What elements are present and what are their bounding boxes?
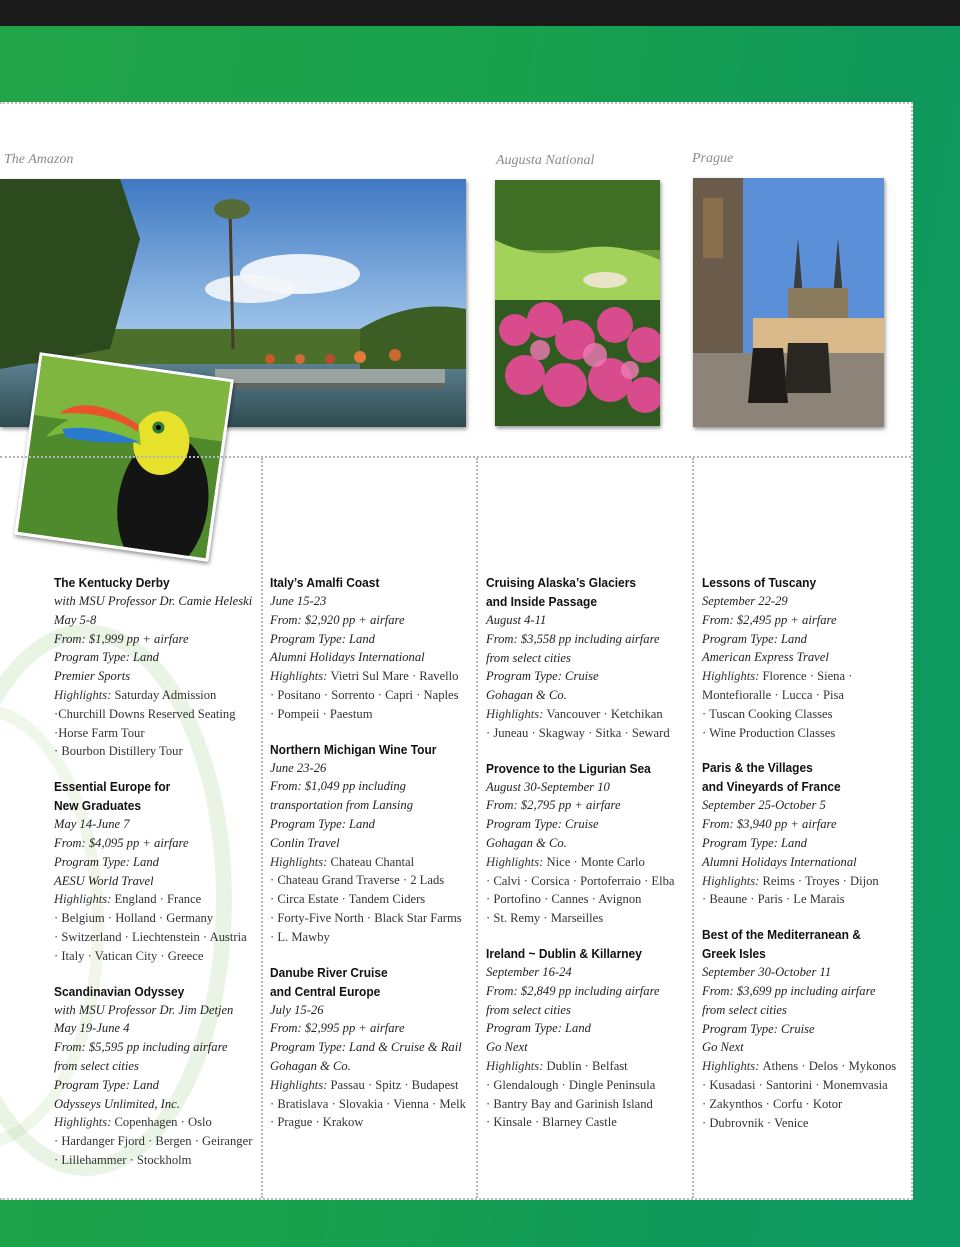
- trip-title: Cruising Alaska’s Glaciers: [486, 575, 637, 590]
- amazon-caption: The Amazon: [4, 152, 74, 167]
- trip-column: [54, 573, 264, 1186]
- trip-detail: Gohagan & Co.: [270, 1058, 351, 1073]
- trip-highlight: Highlights: Vietri Sul Mare · Ravello: [270, 669, 459, 684]
- trip-detail: Program Type: Land & Cruise & Rail: [270, 1040, 462, 1055]
- trip-title: and Vineyards of France: [702, 779, 841, 795]
- trip-detail: Gohagan & Co.: [486, 835, 567, 850]
- trip-detail: Go Next: [702, 1040, 744, 1055]
- trip-highlight: · Switzerland · Liechtenstein · Austria: [54, 929, 247, 944]
- highlights-label: Highlights:: [54, 1115, 115, 1130]
- trip-highlight: · Portofino · Cannes · Avignon: [486, 892, 642, 907]
- highlights-label: Highlights:: [702, 669, 763, 684]
- highlights-label: Highlights:: [702, 1059, 763, 1074]
- highlights-label: Highlights:: [270, 669, 331, 684]
- trip-detail: From: $2,795 pp + airfare: [486, 798, 621, 813]
- trip-detail: Alumni Holidays International: [270, 650, 425, 665]
- trip-listing: [702, 573, 912, 742]
- top-bar: [0, 0, 960, 26]
- trip-detail: May 5-8: [54, 612, 97, 627]
- trip-listing: [270, 963, 480, 1133]
- trip-highlight: · Italy · Vatican City · Greece: [54, 948, 204, 963]
- trip-listing: [486, 944, 696, 1132]
- trip-detail: with MSU Professor Dr. Camie Heleski: [54, 594, 253, 608]
- trip-highlight: Highlights: Dublin · Belfast: [486, 1058, 628, 1073]
- trip-title: Northern Michigan Wine Tour: [270, 741, 437, 757]
- trip-detail: Program Type: Cruise: [486, 669, 599, 684]
- trip-detail: AESU World Travel: [54, 873, 154, 888]
- trip-detail: transportation from Lansing: [270, 798, 413, 813]
- trip-title: Danube River Cruise: [270, 964, 388, 980]
- trip-listing: [702, 758, 912, 909]
- highlights-label: Highlights:: [54, 892, 115, 907]
- trip-highlight: Highlights: Copenhagen · Oslo: [54, 1115, 212, 1130]
- trip-highlight: · Bratislava · Slovakia · Vienna · Melk: [270, 1096, 466, 1111]
- trip-detail: Program Type: Land: [486, 1021, 591, 1036]
- trip-detail: Program Type: Land: [54, 854, 159, 869]
- trip-highlight: · St. Remy · Marseilles: [486, 911, 604, 926]
- trip-detail: August 4-11: [486, 613, 547, 627]
- trip-detail: September 25-October 5: [702, 798, 826, 813]
- trip-detail: Go Next: [486, 1040, 528, 1055]
- highlights-label: Highlights:: [702, 873, 763, 888]
- trip-highlight: · Chateau Grand Traverse · 2 Lads: [270, 873, 445, 888]
- trip-detail: with MSU Professor Dr. Jim Detjen: [54, 1002, 234, 1017]
- trip-title: Ireland ~ Dublin & Killarney: [486, 945, 642, 961]
- trip-detail: from select cities: [54, 1058, 139, 1073]
- trip-detail: September 16-24: [486, 964, 572, 979]
- trip-highlight: Highlights: Chateau Chantal: [270, 854, 415, 869]
- trip-detail: Program Type: Land: [702, 835, 807, 850]
- trip-highlight: Highlights: Reims · Troyes · Dijon: [702, 873, 879, 888]
- trip-title: Provence to the Ligurian Sea: [486, 760, 651, 776]
- trip-title: and Central Europe: [270, 983, 381, 999]
- trip-detail: From: $3,558 pp including airfare: [486, 631, 660, 646]
- trip-highlight: · Kusadasi · Santorini · Monemvasia: [702, 1077, 888, 1092]
- trip-title: Essential Europe for: [54, 779, 171, 795]
- trip-listing: [270, 740, 480, 947]
- highlights-label: Highlights:: [54, 687, 115, 702]
- trip-highlight: · Prague · Krakow: [270, 1115, 364, 1130]
- trip-detail: From: $1,999 pp + airfare: [54, 631, 189, 646]
- trip-highlight: · Glendalough · Dingle Peninsula: [486, 1077, 656, 1092]
- trip-detail: Program Type: Land: [54, 1077, 159, 1092]
- trip-column: [702, 573, 912, 1148]
- trip-highlight: · Hardanger Fjord · Bergen · Geiranger: [54, 1134, 253, 1149]
- trip-title: Italy’s Amalfi Coast: [270, 575, 380, 590]
- trip-detail: Program Type: Cruise: [702, 1021, 815, 1036]
- trip-detail: Program Type: Land: [702, 631, 807, 646]
- highlights-label: Highlights:: [270, 854, 331, 869]
- highlights-label: Highlights:: [486, 854, 547, 869]
- trip-detail: Program Type: Land: [54, 650, 159, 665]
- section-divider: [0, 456, 911, 458]
- trip-highlight: · Calvi · Corsica · Portoferraio · Elba: [486, 873, 675, 888]
- highlights-label: Highlights:: [270, 1077, 331, 1092]
- trip-highlight: · Forty-Five North · Black Star Farms: [270, 910, 462, 925]
- trip-highlight: · Juneau · Skagway · Sitka · Seward: [486, 725, 670, 740]
- trip-listing: [54, 777, 264, 965]
- trip-highlight: · Pompeii · Paestum: [270, 706, 373, 721]
- trip-highlight: Highlights: Athens · Delos · Mykonos: [702, 1059, 897, 1074]
- trip-highlight: · Lillehammer · Stockholm: [54, 1152, 192, 1167]
- trip-detail: from select cities: [486, 650, 571, 665]
- trip-listing: [54, 573, 264, 761]
- trip-highlight: · Bourbon Distillery Tour: [54, 744, 183, 759]
- trip-title: and Inside Passage: [486, 594, 598, 609]
- trip-highlight: · Bantry Bay and Garinish Island: [486, 1096, 653, 1111]
- trip-detail: Gohagan & Co.: [486, 688, 567, 703]
- trip-highlight: Highlights: Florence · Siena ·: [702, 669, 853, 684]
- trip-highlight: · Beaune · Paris · Le Marais: [702, 892, 845, 907]
- trip-highlight: · L. Mawby: [270, 929, 330, 944]
- trip-title: Best of the Mediterranean &: [702, 927, 861, 943]
- trip-highlight: · Wine Production Classes: [702, 725, 836, 740]
- trip-detail: From: $2,920 pp + airfare: [270, 612, 405, 627]
- trip-listing: [270, 573, 480, 724]
- augusta-photo: [495, 180, 660, 426]
- trip-title: New Graduates: [54, 798, 142, 814]
- trip-detail: September 22-29: [702, 594, 788, 608]
- trip-column: [486, 573, 696, 1148]
- trip-detail: From: $1,049 pp including: [270, 779, 406, 794]
- highlights-label: Highlights:: [486, 706, 547, 721]
- trip-highlight: ·Horse Farm Tour: [54, 725, 145, 740]
- trip-detail: Alumni Holidays International: [702, 854, 857, 869]
- trip-highlight: · Dubrovnik · Venice: [702, 1115, 809, 1130]
- trip-detail: Program Type: Land: [270, 631, 375, 646]
- trip-highlight: Montefioralle · Lucca · Pisa: [702, 687, 844, 702]
- trip-detail: Odysseys Unlimited, Inc.: [54, 1096, 180, 1111]
- trip-title: Lessons of Tuscany: [702, 575, 817, 590]
- trip-title: Scandinavian Odyssey: [54, 983, 185, 999]
- trip-detail: May 19-June 4: [54, 1021, 130, 1036]
- trip-highlight: ·Churchill Downs Reserved Seating: [54, 706, 236, 721]
- trip-detail: June 23-26: [270, 760, 327, 775]
- trip-detail: From: $3,940 pp + airfare: [702, 817, 837, 832]
- trip-detail: June 15-23: [270, 594, 327, 608]
- trip-highlight: · Zakynthos · Corfu · Kotor: [702, 1096, 843, 1111]
- trip-detail: Program Type: Land: [270, 816, 375, 831]
- trip-detail: July 15-26: [270, 1002, 324, 1017]
- prague-caption: Prague: [692, 151, 734, 166]
- highlights-label: Highlights:: [486, 1058, 547, 1073]
- trip-highlight: · Belgium · Holland · Germany: [54, 911, 214, 926]
- augusta-caption: Augusta National: [496, 153, 595, 168]
- trip-detail: Program Type: Cruise: [486, 817, 599, 832]
- trip-title: Paris & the Villages: [702, 760, 813, 776]
- trip-highlight: · Kinsale · Blarney Castle: [486, 1115, 617, 1130]
- trip-detail: from select cities: [702, 1002, 787, 1017]
- trip-detail: Conlin Travel: [270, 835, 340, 850]
- trip-title: Greek Isles: [702, 946, 766, 962]
- prague-photo: [693, 178, 884, 427]
- trip-detail: From: $2,495 pp + airfare: [702, 612, 837, 627]
- trip-listing: [702, 925, 912, 1132]
- trip-detail: August 30-September 10: [486, 779, 610, 794]
- trip-listing: [486, 573, 696, 743]
- trip-detail: Premier Sports: [54, 669, 131, 684]
- trip-highlight: Highlights: Saturday Admission: [54, 687, 217, 702]
- trip-highlight: Highlights: England · France: [54, 892, 202, 907]
- trip-highlight: · Positano · Sorrento · Capri · Naples: [270, 687, 459, 702]
- trip-highlight: Highlights: Vancouver · Ketchikan: [486, 706, 663, 721]
- trip-detail: From: $2,995 pp + airfare: [270, 1021, 405, 1036]
- trip-highlight: · Tuscan Cooking Classes: [702, 706, 833, 721]
- trip-title: The Kentucky Derby: [54, 575, 170, 590]
- trip-detail: from select cities: [486, 1002, 571, 1017]
- trip-detail: September 30-October 11: [702, 965, 832, 980]
- trip-detail: American Express Travel: [702, 650, 829, 665]
- trip-detail: From: $5,595 pp including airfare: [54, 1040, 228, 1055]
- trip-highlight: · Circa Estate · Tandem Ciders: [270, 892, 426, 907]
- trip-column: [270, 573, 480, 1148]
- trip-listing: [54, 982, 264, 1170]
- trip-highlight: Highlights: Nice · Monte Carlo: [486, 854, 645, 869]
- trip-detail: From: $2,849 pp including airfare: [486, 983, 660, 998]
- trip-highlight: Highlights: Passau · Spitz · Budapest: [270, 1077, 459, 1092]
- trip-detail: From: $4,095 pp + airfare: [54, 835, 189, 850]
- trip-listing: [486, 759, 696, 928]
- trip-detail: From: $3,699 pp including airfare: [702, 983, 876, 998]
- trip-detail: May 14-June 7: [54, 817, 130, 832]
